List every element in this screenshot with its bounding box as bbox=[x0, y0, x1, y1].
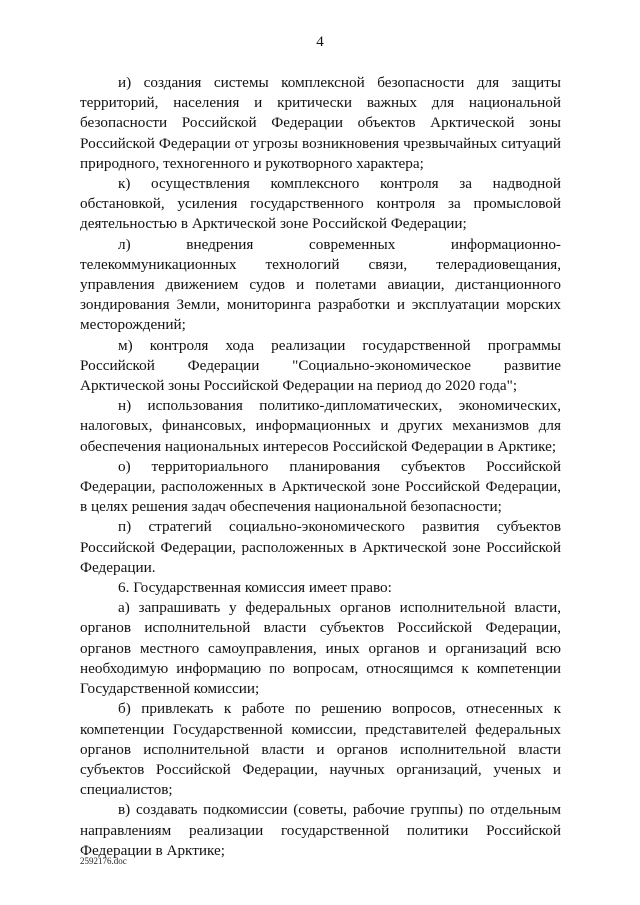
section-6-heading: 6. Государственная комиссия имеет право: bbox=[118, 579, 392, 597]
paragraph-b: б) привлекать к работе по решению вопросов, отнесенных к компетенции Государственной комиссии, представителей федеральных органов исполнительной власти и органов исполнительной власти субъектов Российской Федерации, научных организаций, ученых и специалистов; bbox=[80, 700, 561, 799]
paragraph-m: м) контроля хода реализации государственной программы Российской Федерации "Социально-экономическое развитие Арктической зоны Российской Федерации на период до 2020 года"; bbox=[80, 336, 561, 395]
paragraph-i: и) создания системы комплексной безопасности для защиты территорий, населения и критически важных для национальной безопасности Российской Федерации объектов Арктической зоны Российской Федерации от угрозы возникновения чрезвычайных ситуаций природного, техногенного и рукотворного характера; bbox=[80, 74, 561, 172]
paragraph-l: л) внедрения современных информационно-телекоммуникационных технологий связи, телерадиовещания, управления движением судов и полетами авиации, дистанционного зондирования Земли, мониторинга разработки и эксплуатации морских месторождений; bbox=[80, 235, 561, 334]
page-number: 4 bbox=[316, 34, 324, 50]
paragraph-o: о) территориального планирования субъектов Российской Федерации, расположенных в Арктической зоне Российской Федерации, в целях решения задач обеспечения национальной безопасности; bbox=[80, 457, 561, 516]
document-body bbox=[80, 73, 561, 861]
document-filename: 2592176.doc bbox=[80, 856, 127, 866]
paragraph-v: в) создавать подкомиссии (советы, рабочие группы) по отдельным направлениям реализации государственной политики Российской Федерации в Арктике; bbox=[80, 801, 561, 859]
paragraph-n: н) использования политико-дипломатических, экономических, налоговых, финансовых, информационных и других механизмов для обеспечения национальных интересов Российской Федерации в Арктике; bbox=[80, 397, 561, 455]
paragraph-p: п) стратегий социально-экономического развития субъектов Российской Федерации, расположенных в Арктической зоне Российской Федерации. bbox=[80, 518, 561, 576]
paragraph-k: к) осуществления комплексного контроля за надводной обстановкой, усиления государственного контроля за промысловой деятельностью в Арктической зоне Российской Федерации; bbox=[80, 175, 561, 233]
paragraph-a: а) запрашивать у федеральных органов исполнительной власти, органов исполнительной власти субъектов Российской Федерации, органов местного самоуправления, иных органов и организаций всю необходимую информацию по вопросам, относящимся к компетенции Государственной комиссии; bbox=[80, 599, 561, 698]
